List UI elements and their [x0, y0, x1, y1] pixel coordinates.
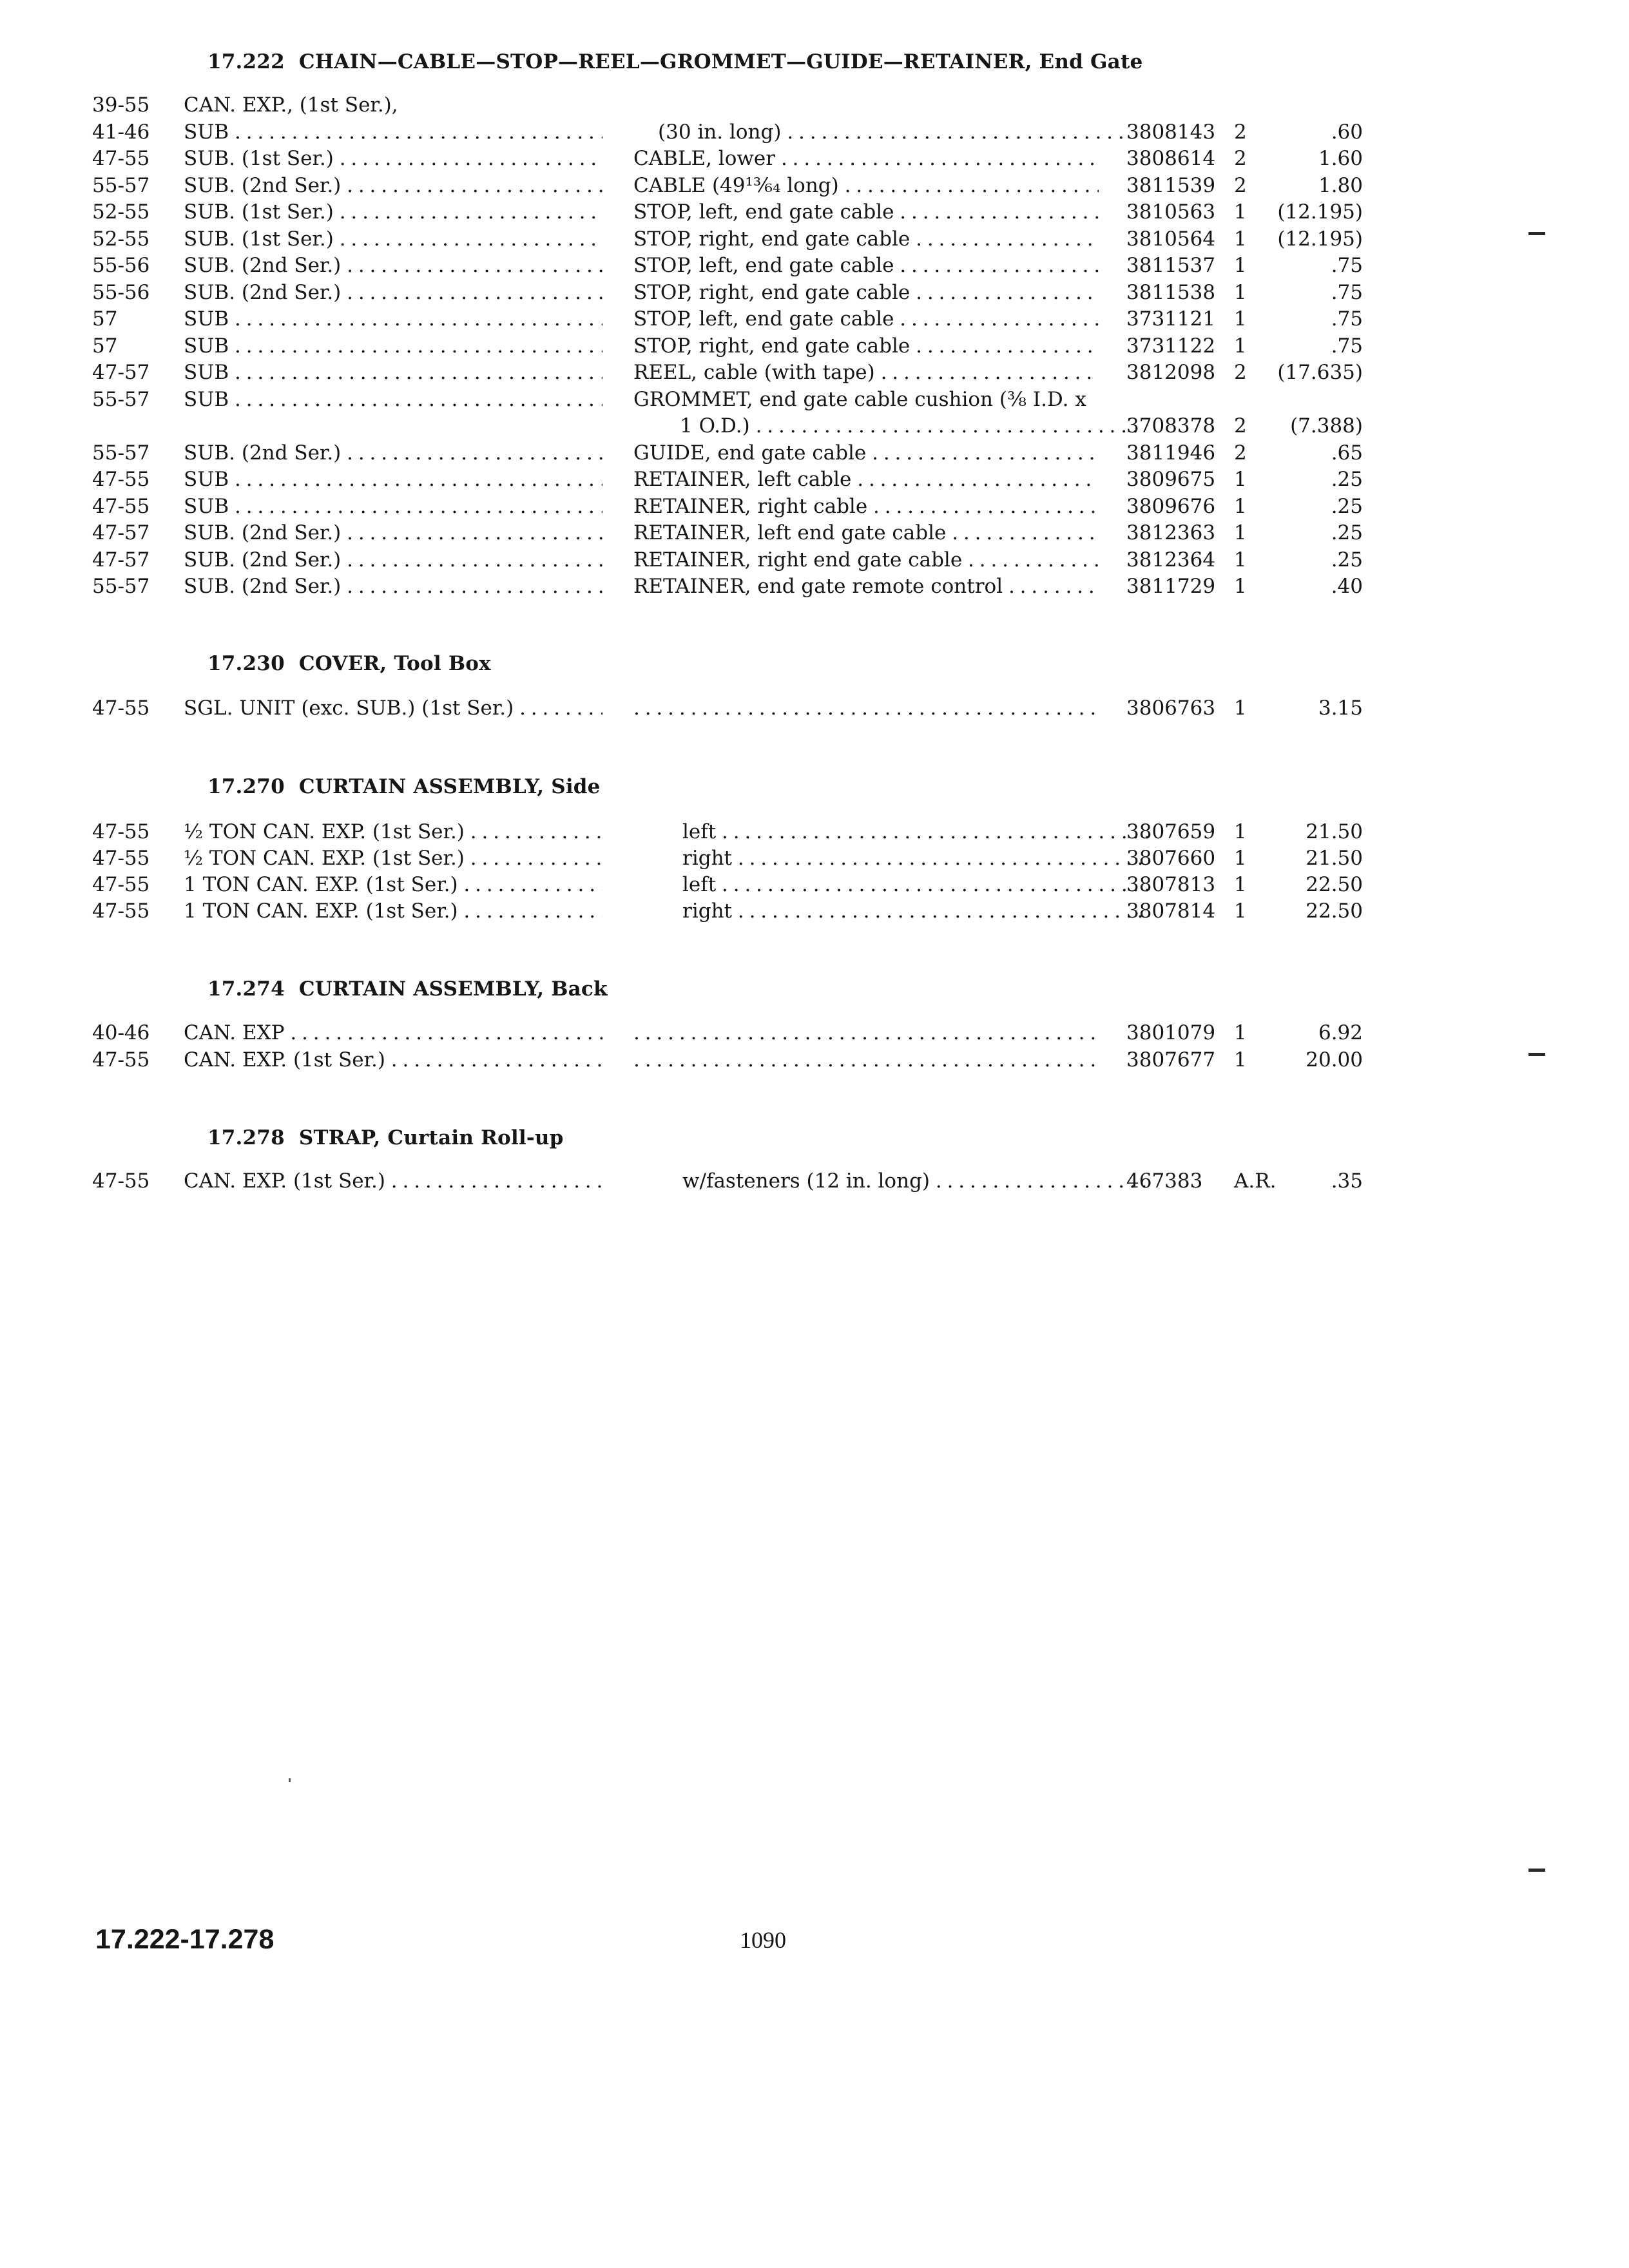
table-row — [0, 695, 1629, 722]
section-title: STRAP, Curtain Roll-up — [298, 1126, 564, 1149]
model-cell: SUB. (2nd Ser.) . . . — [184, 573, 602, 600]
model-cell: 1 TON CAN. EXP. (1st Ser.) . . . — [184, 898, 602, 925]
footer-section-range: 17.222-17.278 — [95, 1924, 275, 1955]
description-cell: STOP, right, end gate cable . . . — [633, 332, 1099, 360]
table-row — [0, 226, 1629, 253]
years-cell: 47-55 — [92, 1048, 150, 1072]
quantity-cell: 1 — [1234, 899, 1247, 923]
description-cell: (30 in. long) . . . — [633, 119, 1123, 146]
model-cell: SUB. (2nd Ser.) . . . — [184, 279, 602, 306]
price-cell: 6.92 — [1318, 1021, 1363, 1044]
section-title: CHAIN—CABLE—STOP—REEL—GROMMET—GUIDE—RETAINER, End Gate — [298, 50, 1143, 73]
model-cell: CAN. EXP. (1st Ser.) . . . — [184, 1168, 602, 1195]
part-number-cell: 3809676 — [1126, 494, 1216, 518]
table-row — [0, 386, 1629, 413]
years-cell: 47-57 — [92, 361, 150, 384]
section-heading — [207, 977, 608, 1001]
description-cell: right . . . — [633, 845, 1148, 872]
quantity-cell: 2 — [1234, 173, 1247, 197]
table-row — [0, 198, 1629, 226]
description-cell: STOP, left, end gate cable . . . — [633, 252, 1099, 279]
quantity-cell: 1 — [1234, 254, 1247, 277]
price-cell: (12.195) — [1277, 200, 1363, 224]
section-heading — [207, 1126, 564, 1149]
quantity-cell: 1 — [1234, 227, 1247, 251]
description-cell: CABLE (49¹³⁄₆₄ long) . . . — [633, 172, 1099, 199]
price-cell: 21.50 — [1306, 847, 1363, 870]
table-row — [0, 1019, 1629, 1046]
part-number-cell: 3708378 — [1126, 414, 1216, 437]
part-number-cell: 3810563 — [1126, 200, 1216, 224]
price-cell: .25 — [1331, 548, 1363, 572]
table-row — [0, 898, 1629, 925]
model-cell: SUB. (1st Ser.) . . . — [184, 198, 602, 226]
table-row — [0, 279, 1629, 306]
table-row — [0, 546, 1629, 573]
price-cell: .35 — [1331, 1169, 1363, 1193]
description-cell: CABLE, lower . . . — [633, 145, 1099, 172]
part-number-cell: 3801079 — [1126, 1021, 1216, 1044]
price-cell: .75 — [1331, 280, 1363, 304]
years-cell: 52-55 — [92, 227, 150, 251]
quantity-cell: 1 — [1234, 873, 1247, 896]
quantity-cell: 2 — [1234, 441, 1247, 465]
price-cell: 21.50 — [1306, 820, 1363, 843]
years-cell: 47-55 — [92, 1169, 150, 1193]
part-number-cell: 3811946 — [1126, 441, 1216, 465]
quantity-cell: 1 — [1234, 847, 1247, 870]
margin-tick-mark — [1528, 232, 1545, 235]
part-number-cell: 3812364 — [1126, 548, 1216, 572]
description-cell: RETAINER, left cable . . . — [633, 466, 1099, 493]
section-heading — [207, 775, 601, 798]
description-cell: left . . . — [633, 818, 1148, 845]
years-cell: 41-46 — [92, 120, 150, 144]
quantity-cell: 1 — [1234, 494, 1247, 518]
margin-tick-mark — [1528, 1053, 1545, 1056]
price-cell: (12.195) — [1277, 227, 1363, 251]
description-cell — [633, 1019, 1099, 1046]
years-cell: 47-55 — [92, 494, 150, 518]
description-cell: RETAINER, right end gate cable . . . — [633, 546, 1099, 573]
description-cell: STOP, right, end gate cable . . . — [633, 226, 1099, 253]
years-cell: 40-46 — [92, 1021, 150, 1044]
price-cell: .25 — [1331, 521, 1363, 544]
quantity-cell: 1 — [1234, 521, 1247, 544]
section-number: 17.230 — [207, 652, 285, 675]
quantity-cell: 2 — [1234, 361, 1247, 384]
part-number-cell: 3808143 — [1126, 120, 1216, 144]
quantity-cell: 1 — [1234, 334, 1247, 358]
years-cell: 47-55 — [92, 847, 150, 870]
description-cell: RETAINER, end gate remote control . . . — [633, 573, 1099, 600]
quantity-cell: 2 — [1234, 414, 1247, 437]
model-cell: SUB . . . — [184, 359, 602, 386]
table-row — [0, 119, 1629, 146]
years-cell: 47-55 — [92, 820, 150, 843]
model-cell: SUB. (2nd Ser.) . . . — [184, 252, 602, 279]
section-title: CURTAIN ASSEMBLY, Back — [298, 977, 608, 1001]
model-cell: SGL. UNIT (exc. SUB.) (1st Ser.) . . . — [184, 695, 602, 722]
description-cell: right . . . — [633, 898, 1148, 925]
price-cell: .65 — [1331, 441, 1363, 465]
model-cell: SUB. (2nd Ser.) . . . — [184, 519, 602, 546]
price-cell: 3.15 — [1318, 697, 1363, 720]
price-cell: 22.50 — [1306, 899, 1363, 923]
model-cell: SUB. (2nd Ser.) . . . — [184, 439, 602, 466]
price-cell: .75 — [1331, 334, 1363, 358]
model-cell: SUB . . . — [184, 119, 602, 146]
years-cell: 55-56 — [92, 254, 150, 277]
part-number-cell: 3807813 — [1126, 873, 1216, 896]
description-cell: GUIDE, end gate cable . . . — [633, 439, 1099, 466]
years-cell: 55-57 — [92, 387, 150, 411]
description-cell: GROMMET, end gate cable cushion (³⁄₈ I.D. x — [633, 387, 1086, 411]
years-cell: 55-56 — [92, 280, 150, 304]
table-row — [0, 818, 1629, 845]
years-cell: 55-57 — [92, 173, 150, 197]
description-cell: STOP, right, end gate cable . . . — [633, 279, 1099, 306]
part-number-cell: 3731122 — [1126, 334, 1216, 358]
part-number-cell: 3811537 — [1126, 254, 1216, 277]
price-cell: .75 — [1331, 307, 1363, 331]
quantity-cell: 1 — [1234, 820, 1247, 843]
price-cell: .75 — [1331, 254, 1363, 277]
model-cell: CAN. EXP. (1st Ser.) . . . — [184, 1046, 602, 1073]
section-title: COVER, Tool Box — [298, 652, 491, 675]
table-row — [0, 412, 1629, 439]
section-number: 17.222 — [207, 50, 285, 73]
table-row — [0, 493, 1629, 520]
scan-speck — [289, 1778, 291, 1782]
years-cell: 47-55 — [92, 147, 150, 170]
table-row — [0, 1046, 1629, 1073]
model-cell: SUB . . . — [184, 332, 602, 360]
section-heading — [207, 50, 1142, 73]
quantity-cell: 1 — [1234, 200, 1247, 224]
description-cell: STOP, left, end gate cable . . . — [633, 198, 1099, 226]
part-number-cell: 3807660 — [1126, 847, 1216, 870]
years-cell: 47-55 — [92, 697, 150, 720]
table-row — [0, 519, 1629, 546]
part-number-cell: 3809675 — [1126, 468, 1216, 491]
price-cell: (17.635) — [1277, 361, 1363, 384]
model-cell: SUB . . . — [184, 305, 602, 332]
model-cell: SUB. (1st Ser.) . . . — [184, 145, 602, 172]
years-cell: 55-57 — [92, 575, 150, 598]
part-number-cell: 3811538 — [1126, 280, 1216, 304]
part-number-cell: 3811539 — [1126, 173, 1216, 197]
quantity-cell: A.R. — [1234, 1169, 1277, 1193]
price-cell: 22.50 — [1306, 873, 1363, 896]
part-number-cell: 3811729 — [1126, 575, 1216, 598]
table-row — [0, 871, 1629, 898]
model-cell: 1 TON CAN. EXP. (1st Ser.) . . . — [184, 871, 602, 898]
years-cell: 47-55 — [92, 873, 150, 896]
table-row — [0, 91, 1629, 119]
price-cell: .40 — [1331, 575, 1363, 598]
part-number-cell: 467383 — [1126, 1169, 1203, 1193]
price-cell: 1.60 — [1318, 147, 1363, 170]
table-row — [0, 845, 1629, 872]
part-number-cell: 3807677 — [1126, 1048, 1216, 1072]
price-cell: .25 — [1331, 468, 1363, 491]
description-cell: RETAINER, left end gate cable . . . — [633, 519, 1099, 546]
model-cell: ½ TON CAN. EXP. (1st Ser.) . . . — [184, 818, 602, 845]
quantity-cell: 2 — [1234, 120, 1247, 144]
description-cell: w/fasteners (12 in. long) . . . — [633, 1168, 1148, 1195]
description-cell: STOP, left, end gate cable . . . — [633, 305, 1099, 332]
years-cell: 47-57 — [92, 548, 150, 572]
section-title: CURTAIN ASSEMBLY, Side — [298, 775, 601, 798]
model-cell: CAN. EXP . . . — [184, 1019, 602, 1046]
model-cell: SUB. (1st Ser.) . . . — [184, 226, 602, 253]
price-cell: 1.80 — [1318, 173, 1363, 197]
price-cell: 20.00 — [1306, 1048, 1363, 1072]
model-cell: SUB. (2nd Ser.) . . . — [184, 172, 602, 199]
quantity-cell: 1 — [1234, 307, 1247, 331]
table-row — [0, 439, 1629, 466]
table-row — [0, 172, 1629, 199]
description-cell: REEL, cable (with tape) . . . — [633, 359, 1099, 386]
price-cell: (7.388) — [1290, 414, 1363, 437]
footer-page-number: 1090 — [740, 1927, 786, 1953]
table-row — [0, 145, 1629, 172]
section-heading — [207, 652, 491, 675]
years-cell: 47-55 — [92, 468, 150, 491]
quantity-cell: 1 — [1234, 548, 1247, 572]
model-cell: SUB. (2nd Ser.) . . . — [184, 546, 602, 573]
years-cell: 47-55 — [92, 899, 150, 923]
margin-tick-mark — [1528, 1869, 1545, 1872]
part-number-cell: 3806763 — [1126, 697, 1216, 720]
table-row — [0, 252, 1629, 279]
table-row — [0, 1168, 1629, 1195]
price-cell: .25 — [1331, 494, 1363, 518]
description-cell: 1 O.D.) . . . — [633, 412, 1145, 439]
table-row — [0, 466, 1629, 493]
part-number-cell: 3812098 — [1126, 361, 1216, 384]
description-cell — [633, 695, 1099, 722]
quantity-cell: 1 — [1234, 1021, 1247, 1044]
model-cell: SUB . . . — [184, 386, 602, 413]
years-cell: 55-57 — [92, 441, 150, 465]
part-number-cell: 3812363 — [1126, 521, 1216, 544]
table-row — [0, 332, 1629, 360]
part-number-cell: 3731121 — [1126, 307, 1216, 331]
table-row — [0, 359, 1629, 386]
description-cell: left . . . — [633, 871, 1148, 898]
price-cell: .60 — [1331, 120, 1363, 144]
part-number-cell: 3807659 — [1126, 820, 1216, 843]
description-cell — [633, 1046, 1099, 1073]
model-cell: SUB . . . — [184, 493, 602, 520]
model-cell: ½ TON CAN. EXP. (1st Ser.) . . . — [184, 845, 602, 872]
years-cell: 39-55 — [92, 93, 150, 117]
part-number-cell: 3808614 — [1126, 147, 1216, 170]
years-cell: 57 — [92, 334, 118, 358]
model-cell: SUB . . . — [184, 466, 602, 493]
years-cell: 57 — [92, 307, 118, 331]
table-row — [0, 305, 1629, 332]
description-cell: RETAINER, right cable . . . — [633, 493, 1099, 520]
part-number-cell: 3810564 — [1126, 227, 1216, 251]
quantity-cell: 1 — [1234, 468, 1247, 491]
years-cell: 47-57 — [92, 521, 150, 544]
section-number: 17.270 — [207, 775, 285, 798]
quantity-cell: 1 — [1234, 575, 1247, 598]
quantity-cell: 2 — [1234, 147, 1247, 170]
section-number: 17.274 — [207, 977, 285, 1001]
model-cell: CAN. EXP., (1st Ser.), — [184, 93, 398, 117]
quantity-cell: 1 — [1234, 697, 1247, 720]
quantity-cell: 1 — [1234, 280, 1247, 304]
years-cell: 52-55 — [92, 200, 150, 224]
table-row — [0, 573, 1629, 600]
section-number: 17.278 — [207, 1126, 285, 1149]
quantity-cell: 1 — [1234, 1048, 1247, 1072]
part-number-cell: 3807814 — [1126, 899, 1216, 923]
